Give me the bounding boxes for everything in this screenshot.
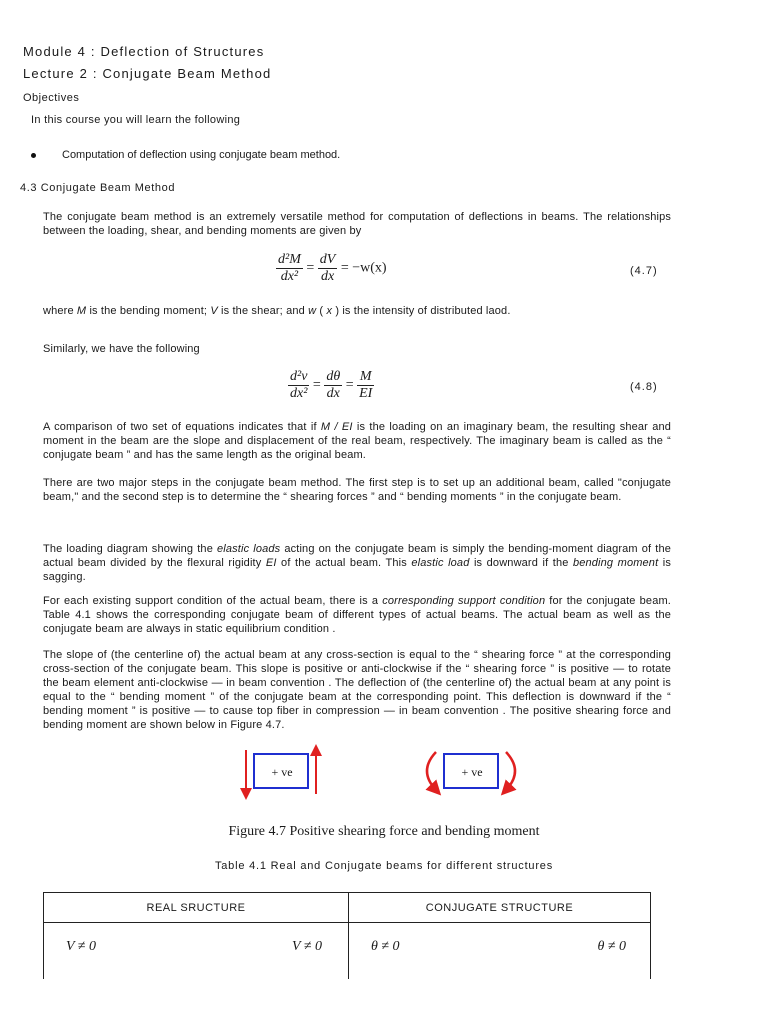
- paragraph-where: where M is the bending moment; V is the shear; and w ( x ) is the intensity of distributed laod.: [43, 305, 511, 317]
- equation-number: (4.8): [630, 381, 658, 393]
- conjugate-cell: θ ≠ 0 θ ≠ 0: [349, 923, 651, 980]
- header-real: REAL SRUCTURE: [44, 893, 349, 923]
- paragraph-slope: The slope of (the centerline of) the actual beam at any cross-section is equal to the “ shearing force ” at the corresponding cross-section of the conjugate beam. This slope is positive or anti-clockwise if the “ shearing force ” is positive — to rotate the beam element anti-clockwise — in beam convention . The deflection of (the centerline of) the actual beam at any point is equal to the “ bending moment ” of the conjugate beam at the corresponding point. This deflection is downward if the “ bending moment ” is positive — to cause top fiber in compression — in beam convention . The positive shearing force and bending moment are shown below in Figure 4.7.: [43, 649, 671, 731]
- module-title: Module 4 : Deflection of Structures: [23, 44, 265, 59]
- equation-4-8: $\frac{\text{d²v}}{\text{dx²}}$ = $\frac{d\theta}{dx}$ = $\frac{M}{EI}$: [290, 369, 373, 401]
- paragraph-loading: The loading diagram showing the elastic loads acting on the conjugate beam is simply the bending-moment diagram of the actual beam divided by the flexural rigidity EI of the actual beam. This elastic load is downward if the bending moment is sagging.: [43, 543, 672, 583]
- objectives-intro: In this course you will learn the following: [31, 114, 241, 126]
- table-header-row: [44, 893, 651, 923]
- table-row: [44, 923, 651, 980]
- table-caption: Table 4.1 Real and Conjugate beams for different structures: [214, 860, 554, 872]
- paragraph-comparison: A comparison of two set of equations indicates that if M / EI is the loading on an imaginary beam, the resulting shear and moment in the beam are the slope and displacement of the real beam, respectively. The imaginary beam is called as the “ conjugate beam ” and has the same length as the original beam.: [43, 421, 672, 461]
- shear-box-label: + ve: [271, 765, 293, 779]
- beams-table: [43, 892, 651, 979]
- moment-left-arrow: [427, 752, 436, 790]
- section-heading: 4.3 Conjugate Beam Method: [20, 182, 176, 194]
- paragraph-steps: There are two major steps in the conjugate beam method. The first step is to set up an additional beam, called "conjugate beam," and the second step is to determine the “ shearing forces ” and “ bending moments ” in the conjugate beam.: [43, 477, 671, 503]
- fraction: $\frac{\text{d²M}}{\text{dx²}}$: [278, 252, 301, 284]
- bullet-icon: [31, 153, 36, 158]
- bullet-list: [31, 149, 340, 161]
- real-cell: V ≠ 0 V ≠ 0: [44, 923, 349, 980]
- bullet-item: Computation of deflection using conjugate beam method.: [62, 149, 341, 161]
- moment-box-label: + ve: [461, 765, 483, 779]
- fraction: $\frac{M}{EI}$: [359, 369, 373, 401]
- objectives-heading: Objectives: [23, 92, 80, 104]
- lecture-title: Lecture 2 : Conjugate Beam Method: [23, 66, 272, 81]
- fraction: $\frac{dV}{dx}$: [319, 252, 336, 284]
- header-conjugate: CONJUGATE STRUCTURE: [349, 893, 651, 923]
- equation-4-7: $\frac{\text{d²M}}{\text{dx²}}$ = $\frac{dV}{dx}$ = −w(x): [278, 252, 387, 284]
- paragraph-support: For each existing support condition of the actual beam, there is a corresponding support condition for the conjugate beam. Table 4.1 shows the corresponding conjugate beam of different types of actual beams. The actual beam as well as the conjugate beam are always in static equilibrium condition .: [43, 595, 671, 635]
- equation-number: (4.7): [630, 265, 658, 277]
- figure-4-7: [236, 744, 536, 800]
- fraction: $\frac{\text{d²v}}{\text{dx²}}$: [290, 369, 308, 401]
- paragraph-text: The conjugate beam method is an extremely versatile method for computation of deflections in beams. The relationships between the loading, shear, and bending moments are given by: [43, 211, 671, 237]
- figure-caption: Figure 4.7 Positive shearing force and bending moment: [228, 824, 540, 839]
- paragraph-similarly: Similarly, we have the following: [43, 343, 200, 355]
- moment-right-arrow: [506, 752, 515, 790]
- fraction: $\frac{d\theta}{dx}$: [326, 369, 341, 401]
- paragraph-intro: [43, 210, 671, 238]
